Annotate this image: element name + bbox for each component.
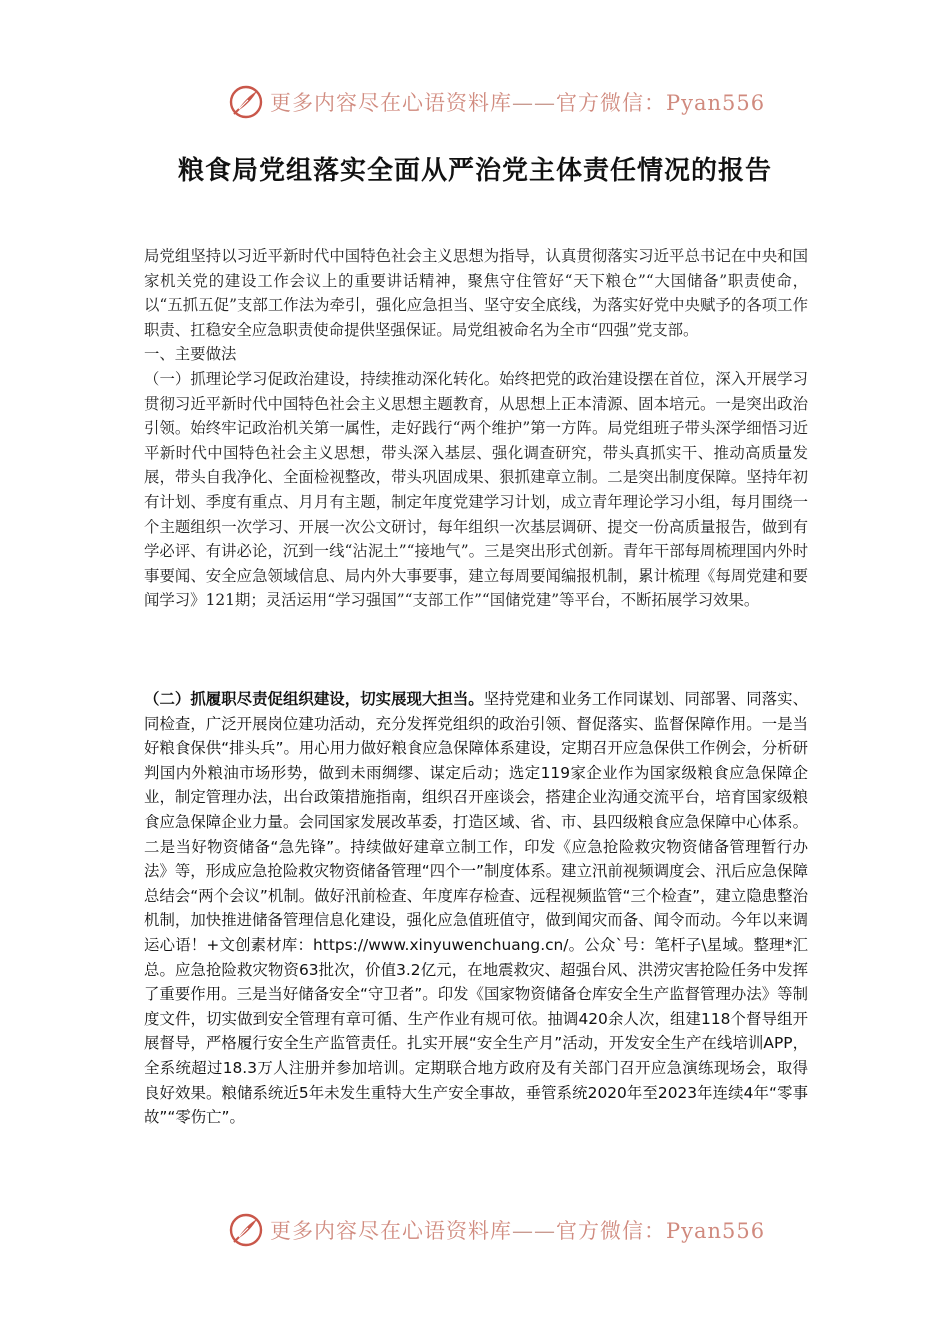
document-body-serif [144, 244, 808, 613]
quill-logo-icon [228, 84, 264, 120]
watermark-banner-top [228, 82, 766, 122]
watermark-banner-bottom [228, 1210, 766, 1250]
watermark-text: 更多内容尽在心语资料库——官方微信：Pyan556 [270, 1219, 766, 1243]
document-title: 粮食局党组落实全面从严治党主体责任情况的报告 [177, 156, 772, 186]
watermark-text: 更多内容尽在心语资料库——官方微信：Pyan556 [270, 91, 766, 115]
section-heading: 一、主要做法 [144, 345, 237, 364]
paragraph-1: （一）抓理论学习促政治建设，持续推动深化转化。始终把党的政治建设摆在首位，深入开展学习贯彻习近平新时代中国特色社会主义思想主题教育，从思想上正本清源、固本培元。一是突出政治引领。始终牢记政治机关第一属性，走好践行“两个维护”第一方阵。局党组班子带头深学细悟习近平新时代中国特色社会主义思想，带头深入基层、强化调查研究，带头真抓实干、推动高质量发展，带头自我净化、全面检视整改，带头巩固成果、狠抓建章立制。二是突出制度保障。坚持年初有计划、季度有重点、月月有主题，制定年度党建学习计划，成立青年理论学习小组，每月围绕一个主题组织一次学习、开展一次公文研讨，每年组织一次基层调研、提交一份高质量报告，做到有学必评、有讲必论，沉到一线“沾泥土”“接地气”。三是突出形式创新。青年干部每周梳理国内外时事要闻、安全应急领域信息、局内外大事要事，建立每周要闻编报机制，累计梳理《每周党建和要闻学习》121期；灵活运用“学习强国”“支部工作”“国储党建”等平台，不断拓展学习效果。 [144, 369, 808, 610]
document-body-sans [144, 687, 808, 1130]
paragraph-2-text: 坚持党建和业务工作同谋划、同部署、同落实、同检查，广泛开展岗位建功活动，充分发挥党组织的政治引领、督促落实、监督保障作用。一是当好粮食保供“排头兵”。用心用力做好粮食应急保障体系建设，定期召开应急保供工作例会，分析研判国内外粮油市场形势，做到未雨绸缪、谋定后动；选定119家企业作为国家级粮食应急保障企业，制定管理办法，出台政策措施指南，组织召开座谈会，搭建企业沟通交流平台，培育国家级粮食应急保障企业力量。会同国家发展改革委，打造区域、省、市、县四级粮食应急保障中心体系。二是当好物资储备“急先锋”。持续做好建章立制工作，印发《应急抢险救灾物资储备管理暂行办法》等，形成应急抢险救灾物资储备管理“四个一”制度体系。建立汛前视频调度会、汛后应急保障总结会“两个会议”机制。做好汛前检查、年度库存检查、远程视频监管“三个检查”，建立隐患整治机制，加快推进储备管理信息化建设，强化应急值班值守，做到闻灾而备、闻令而动。今年以来调运心语！+文创素材库：https://www.xinyuwenchuang.cn/。公众`号：笔杆子\星域。整理*汇总。应急抢险救灾物资63批次，价值3.2亿元，在地震救灾、超强台风、洪涝灾害抢险任务中发挥了重要作用。三是当好储备安全“守卫者”。印发《国家物资储备仓库安全生产监督管理办法》等制度文件，切实做到安全管理有章可循、生产作业有规可依。抽调420余人次，组建118个督导组开展督导，严格履行安全生产监管责任。扎实开展“安全生产月”活动，开发安全生产在线培训APP，全系统超过18.3万人注册并参加培训。定期联合地方政府及有关部门召开应急演练现场会，取得良好效果。粮储系统近5年未发生重特大生产安全事故，垂管系统2020年至2023年连续4年“零事故”“零伤亡”。 [144, 690, 808, 1127]
paragraph-2 [144, 687, 808, 1130]
paragraph-2-heading: （二）抓履职尽责促组织建设，切实展现大担当。 [144, 690, 484, 708]
quill-logo-icon [228, 1212, 264, 1248]
intro-paragraph: 局党组坚持以习近平新时代中国特色社会主义思想为指导，认真贯彻落实习近平总书记在中央和国家机关党的建设工作会议上的重要讲话精神，聚焦守住管好“天下粮仓”“大国储备”职责使命，以“五抓五促”支部工作法为牵引，强化应急担当、坚守安全底线，为落实好党中央赋予的各项工作职责、扛稳安全应急职责使命提供坚强保证。局党组被命名为全市“四强”党支部。 [144, 247, 808, 339]
